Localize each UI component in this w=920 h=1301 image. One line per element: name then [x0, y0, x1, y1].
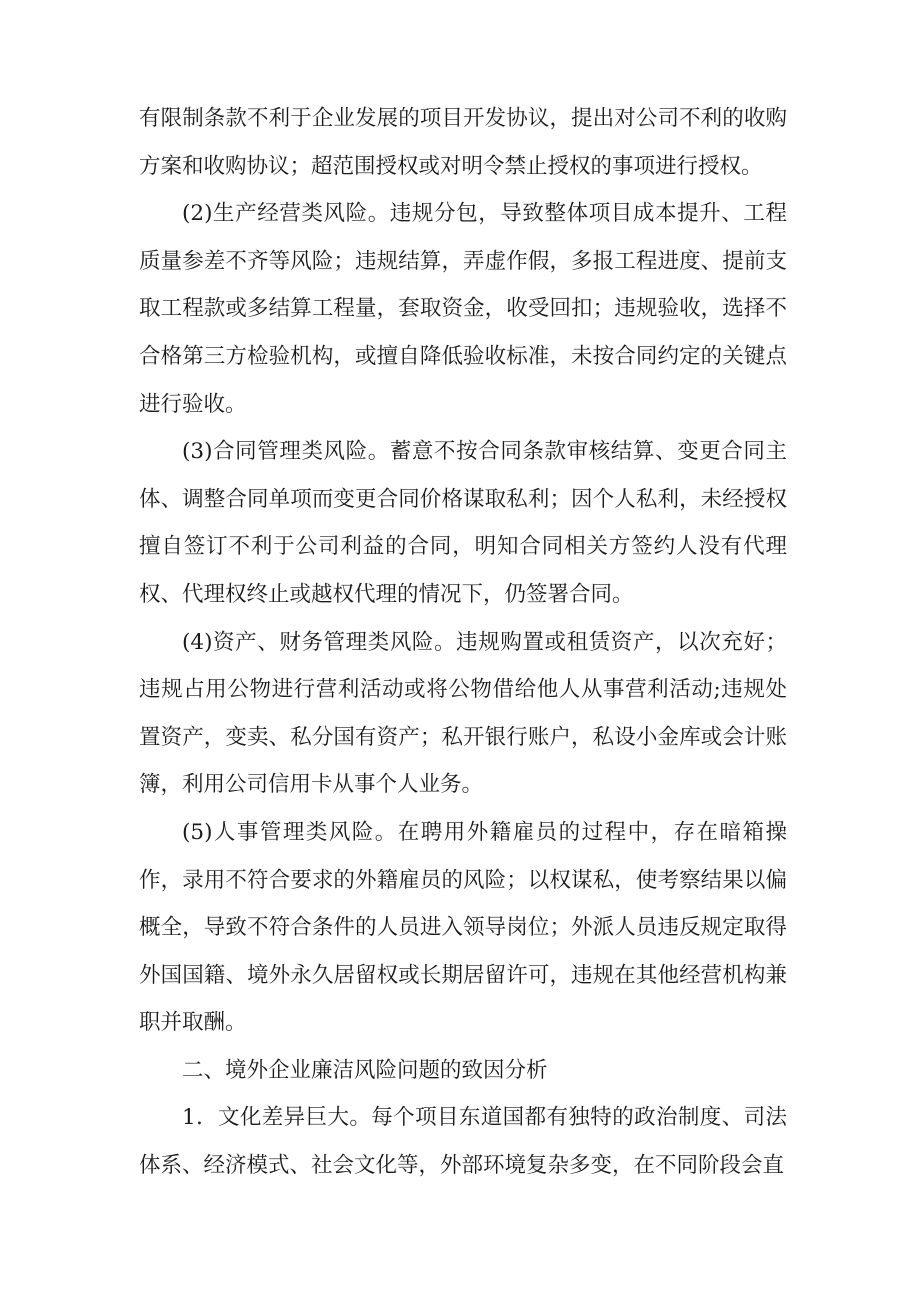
paragraph-personnel-risk: (5)人事管理类风险。在聘用外籍雇员的过程中，存在暗箱操作，录用不符合要求的外籍雇员的风险；以权谋私，使考察结果以偏概全，导致不符合条件的人员进入领导岗位；外派人员违反规定取得外国国籍、境外永久居留权或长期居留许可，违规在其他经营机构兼职并取酬。	[139, 819, 787, 1036]
paragraph-contract-terms: 有限制条款不利于企业发展的项目开发协议，提出对公司不利的收购方案和收购协议；超范围授权或对明令禁止授权的事项进行授权。	[139, 106, 787, 179]
paragraph-production-risk: (2)生产经营类风险。违规分包，导致整体项目成本提升、工程质量参差不齐等风险；违规结算，弄虚作假，多报工程进度、提前支取工程款或多结算工程量，套取资金，收受回扣；违规验收，选择不合格第三方检验机构，或擅自降低验收标准，未按合同约定的关键点进行验收。	[139, 201, 787, 417]
document-body	[139, 95, 787, 1190]
paragraph-asset-finance-risk: (4)资产、财务管理类风险。违规购置或租赁资产，以次充好；违规占用公物进行营利活动或将公物借给他人从事营利活动;违规处置资产，变卖、私分国有资产；私开银行账户，私设小金库或会计账簿，利用公司信用卡从事个人业务。	[139, 629, 787, 798]
paragraph-cultural-difference: 1．文化差异巨大。每个项目东道国都有独特的政治制度、司法体系、经济模式、社会文化等，外部环境复杂多变，在不同阶段会直	[139, 1105, 787, 1179]
paragraph-contract-risk: (3)合同管理类风险。蓄意不按合同条款审核结算、变更合同主体、调整合同单项而变更合同价格谋取私利；因个人私利，未经授权擅自签订不利于公司利益的合同，明知合同相关方签约人没有代理权、代理权终止或越权代理的情况下，仍签署合同。	[139, 439, 787, 607]
section-heading-cause-analysis: 二、境外企业廉洁风险问题的致因分析	[182, 1057, 548, 1083]
